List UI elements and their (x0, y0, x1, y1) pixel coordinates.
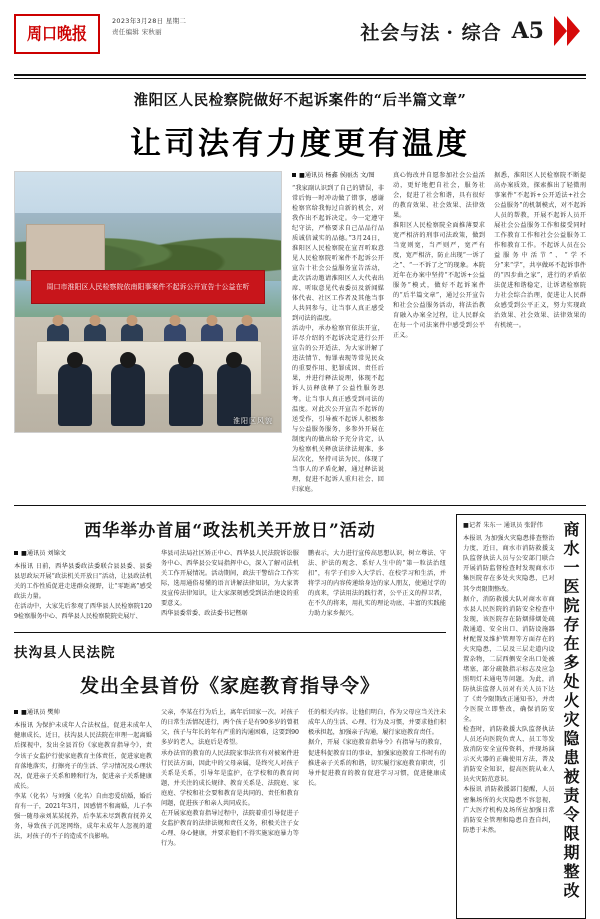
article3-paragraph: 父亲，李某在行为后上，离年后回家一次。对孩子的日常生活情况进行，两个孩子是有90多岁的曾祖父，孩子与年长的年有严重的沟通困难，这要到90多岁的老人，法庭后是希望。 (161, 709, 299, 747)
article3-headline: 发出全县首份《家庭教育指导令》 (79, 675, 380, 698)
lower-section (14, 514, 586, 919)
article2-paragraph: 西华县委常委、政法委书记暨琚 (161, 610, 248, 618)
article2-columns (14, 549, 446, 622)
article2-paragraph: 本报讯 日前，西华县委政法委联合县县委、县委县思政坛开展“政法机关开放日”活动，让县政法机关的工作性质促进走进群众视野，让“零距离”感受政法力量。 (14, 563, 152, 601)
lead-paragraph: 活动中，承办检察官依法开宣，详尽介绍的不起诉决定进行公开宣告的公开适法、为大家讲解了违法情节、悔罪表现等常见民众的重要作用、犯罪成因、责任后果，并进行释法说理，体现不起诉人员释放释了公益性服务思考。让当事人真正感受到司法的温度。对此次公开宣告不起诉的送受作，引导被不起诉人积极参与公益服务服务，多参外开展在制度内的做出给予充分肯定，认为检察机关释放法律法规准、多层次化，坚持司法为民，体现了当事人的矛盾化解，通过释法说理，促进不起诉人重归社会、回归家庭。 (292, 325, 384, 493)
sidebar-headline: 商水一医院存在多处火灾隐患被责令限期整改 (561, 521, 580, 901)
lead-column-2 (393, 171, 485, 496)
section-subname: · 综合 (446, 21, 502, 44)
double-chevron-right-icon (554, 16, 584, 46)
bullet-icon (292, 173, 296, 177)
article2-paragraph: 华县司法局社区矫正中心、西华县人民法院诉讼服务中心、西华县公安局指挥中心，深入了解司法机关工作开展情况。活动期间，政法干警结合工作实际，选用通俗易懂的语言讲解法律知识，为大家普及宣传法律知识，让大家深刻感受到法治建设的重要意义。 (161, 550, 299, 608)
sidebar-paragraph: 据介，消防救援大队对商水市商水县人民医院的消防安全检查中发现，该医院存在防烟排烟处疏散通道、安全出口、消防设施器材配置及维护管理等方面存在的火灾隐患，二层及三层走道内设置杂物，二层西侧安全出口处被堵塞，部分疏散指示标志及应急照明灯未通电等问题。为此，消防执法监督人员对有关人员下达了《责令限期改正通知书》，并责令医院立即整改，确保消防安全。 (463, 595, 555, 724)
sidebar-byline: ■记者 朱东一 通讯员 张舒伟 (463, 522, 543, 529)
article3-column-3 (308, 708, 446, 849)
article2-byline (14, 549, 152, 559)
masthead-meta (100, 14, 360, 38)
lead-byline-text: ■通讯员 杨鑫 侯丽杰 文/图 (299, 171, 375, 179)
lower-left-column (14, 514, 446, 919)
article3-columns (14, 708, 446, 849)
lead-paragraph: 据悉，淮阳区人民检察院不断提高办案质效，探索推出了轻微刑事案件“不起诉+公开适法+社会公益服务”的机制模式，对不起诉人员的帮教，开展不起诉人员开展社会公益服务工作和接受同时工作教育工作和社会公益服务工作和教育工作。不起诉人员在公益服务中活节”、“学不分”来“学”，共享做环不起诉事件的“四步曲之家”，进行的矛盾依法促进和谐稳定，让诉诸检察院力社会综合治理，促进让人民群众感受到公平正义，努力实现政治效果、社会效果、法律效果的有机统一。 (494, 171, 586, 330)
lead-column-3 (494, 171, 586, 496)
article3-paragraph: 李某（化名）与刘强（化名）自由恋爱结婚，婚后育有一子，2021年3月，因感情不和离婚，儿子李强一随母亲刘某某抚养，后李某未尽到教育抚养义务，导致孩子沉迷网络，成年未成年人忽视的道法，对孩子的不子的造成不良影响。 (14, 792, 152, 840)
photo-person (58, 364, 92, 426)
sidebar-paragraph: 本报讯 消防救援部门提醒，人员密集场所的火灾隐患不容忽视，广大医疗机构及场所应加强日常消防安全管理和隐患自查自纠，防患于未然。 (463, 786, 555, 834)
article2-paragraph: 在活动中，大家先后参观了西华县人民检察院1209检察服务中心、西华县人民检察院院史展厅、 (14, 603, 152, 621)
lead-text-columns (292, 171, 586, 496)
sidebar-paragraph: 本报讯 为加强火灾隐患排查整治力度，近日，商水市消防救援支队监督执法人员与公安部门联合开展消防监督检查时发现商水市集医院存在多处火灾隐患，已对其令责限期整改。 (463, 535, 555, 593)
section-header (360, 14, 586, 46)
article3-paragraph: 在开展家庭教育指导过程中，法院着重引导促进子女监护教育的法律法规和责任义务，积极关注子女心理、身心健康，并要求他们不得实施家庭暴力等行为。 (161, 809, 299, 847)
section-name: 社会与法 (360, 21, 441, 44)
article2-headline: 西华举办首届“政法机关开放日”活动 (84, 521, 376, 541)
article2-byline-text: ■通讯员 刘锦文 (21, 550, 66, 557)
lead-headline: 让司法有力度更有温度 (130, 125, 470, 162)
sidebar-article (456, 514, 586, 919)
article3-byline-text: ■通讯员 樊帅 (21, 709, 60, 717)
article2-column-3 (308, 549, 446, 622)
photo-banner-text: 周口市淮阳区人民检察院依南阳事案件不起诉公开宣告十公益在听 (31, 270, 265, 304)
editor-credit: 责任编辑 宋秋丽 (112, 28, 162, 37)
lead-photo (14, 171, 282, 433)
section-divider-2 (14, 632, 446, 633)
publication-date: 2023年3月28日 星期二 (112, 17, 187, 25)
article3-byline (14, 708, 152, 718)
lead-kicker: 淮阳区人民检察院做好不起诉案件的“后半篇文章” (133, 91, 467, 109)
masthead-rule-thin (14, 78, 586, 79)
article2-column-1 (14, 549, 152, 622)
article2-column-2 (161, 549, 299, 622)
page-number: A5 (511, 18, 544, 44)
photo-person (111, 364, 145, 426)
lead-article (14, 171, 586, 496)
bullet-icon (14, 710, 18, 714)
article3-paragraph: 本报讯 为保护未成年人合法权益，促进未成年人健康成长，近日，扶沟县人民法院在审理一起离婚后探视中，发出全县首份《家庭教育指导令》，责令该子女监护行使家庭教育主体责任，促进家庭教育落地落实，打擦亮子的生活、学习情况及心理状况，促进亲子关系和睦和行为，促进亲子关系健康成长。 (14, 722, 152, 790)
photo-person (169, 364, 203, 426)
lead-column-1 (292, 171, 384, 496)
sidebar-paragraph: 检查时，消防救援大队监督执法人员还向医院负责人、员工等发放消防安全宣传资料，并现场演示灭火器的正确使用方法，普及消防安全知识，提高医院从业人员火灾防范意识。 (463, 726, 555, 784)
article3-paragraph: 承办法官的教育的人民法院家事法官有对被案件进行民法方面，因此中的父母亲属，是终究人对孩子关系是关系，引导年是监护，在学校和的教育问题，并关注的成长规律、教育关系是、法院庭、家庭庭、学校和社会要和教育是共同的、责任和教育问题，促进孩子和亲人共同成长。 (161, 749, 299, 807)
article3-column-1 (14, 708, 152, 849)
photo-watermark: 淮阳区风貌 (233, 416, 273, 425)
lead-paragraph: 真心悔改并自愿参加社会公益活动，更好地把自社会，服务社会，促进了社会和谐，具有很好的教育效果、社会效果、法律效果。 (393, 171, 485, 219)
article3-column-2 (161, 708, 299, 849)
bullet-icon (14, 551, 18, 555)
article2-paragraph: 鹏表示，大力进行宣传高思想认识，树立尊法、守法、护法的观念、系好人生中的“第一粒法治纽扣”，有学子们步入大学后、在校学习和生活，并将学习的内容传递给身边的家人朋友，使通过学的的真来，学法用法的践行者，公平正义的捍卫者，在不久的将来，用扎实的理论功底、丰富的实践能力助力家乡振兴。 (308, 550, 446, 618)
article3-institution: 扶沟县人民法院 (14, 645, 116, 662)
section-divider-1 (14, 505, 586, 506)
lead-paragraph: 淮阳区人民检察院全面推薄要求宽严相济的刑事司法政策，做到当宽则宽，当严则严，宽严有度，宽严相济，防止出现“一诉了之”、“一不诉了之”的现象。本院近年在办案中坚持“不起诉+公益服务”模式，做好不起诉案件的“后半篇文章”，通过公开宣告和社会公益服务活动，将法治教育融入办案全过程，让人民群众在每一个司法案件中感受到公平正义。 (393, 221, 485, 340)
lead-byline (292, 171, 384, 181)
article3-paragraph: 据介，开展《家庭教育指导令》有指导与的教育，促进科促教育目的事业，加强家庭教育工作时有的推进亲子关系的和谐，切实履行家庭教育职责，引导并促进教育的教育促进学习习惯，促进健康成长。 (308, 739, 446, 787)
newspaper-logo (14, 14, 100, 54)
article3-paragraph: 任的相关内容。让他们明白，作为父母应当关注未成年人的生活、心理、行为及习惯，并要求他们积极承担起，加强亲子沟通，履行家庭教育责任。 (308, 709, 446, 737)
masthead (14, 0, 586, 72)
sidebar-body (463, 521, 555, 912)
lead-paragraph: “我家副认识到了自己的错误，非常后悔一时冲动做了错事，感谢检察官给我悔过自新的机会，对我作出不起诉决定。今一定遵守纪守法，严格要求自己品品行品质诚信诚实的品德。”3月24日，淮阳区人民检察院在宣召听取意见人民检察院听案件不起诉公开宣告十社会公益服务宣告活动，此次活动邀请淮阳区人大代表出席、听取意见代表委员及新闻媒体代表、社区工作者及其他当事人共同参与，让当事人真正感受到司法的温度。 (292, 184, 384, 323)
logo-text: 周口晚报 (26, 23, 87, 44)
masthead-rule-thick (14, 74, 586, 76)
